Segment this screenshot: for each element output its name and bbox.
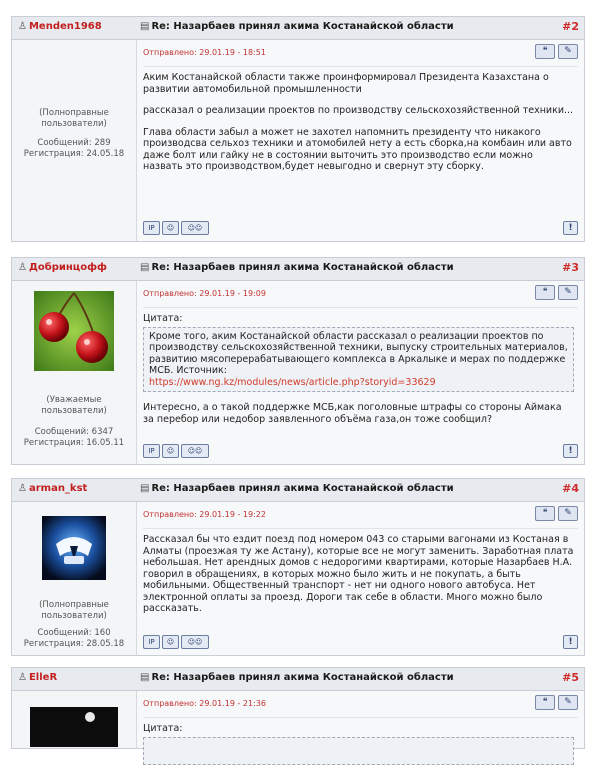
user-status-icon: ♙	[18, 262, 27, 273]
profile-icon[interactable]: ☺	[162, 635, 179, 649]
quote-reply-icon[interactable]: ❝	[535, 285, 555, 300]
post-body: Аким Костанайской области также проинформировал Президента Казахстана о развитии автомобильной промышленности рассказал о реализации проектов по производству сельскохозяйственной техники... Глава области забыл а может не захотел напомнить президенту что никакого производсва сельхоз техники и атомобилей нету а есть сборка,на комбаин или авто даже болт или гайку не в состоянии выточить это производство если можно назвать это производством,будет невыгодно и свернут эту сборку.	[143, 72, 574, 172]
cherries-avatar-image	[34, 291, 114, 371]
post-date: Отправлено: 29.01.19 - 19:09	[143, 289, 266, 298]
post-document-icon: ▤	[140, 483, 150, 494]
dark-avatar-image	[30, 707, 118, 747]
post-number-link[interactable]: #3	[562, 261, 579, 274]
quote-reply-icon[interactable]: ❝	[535, 695, 555, 710]
quote-label: Цитата:	[143, 723, 183, 734]
post-title: ▤ Re: Назарбаев принял акима Костанайской области	[140, 262, 454, 273]
user-actions	[143, 221, 211, 235]
post-date: Отправлено: 29.01.19 - 18:51	[143, 48, 266, 57]
profile-icon[interactable]: ☺	[162, 444, 179, 458]
user-status-icon: ♙	[18, 672, 27, 683]
user-rank: (Полноправные пользователи)	[39, 108, 109, 129]
report-icon[interactable]: !	[563, 221, 578, 235]
divider	[143, 66, 578, 67]
edit-reply-icon[interactable]: ✎	[558, 695, 578, 710]
quote-label: Цитата:	[143, 313, 183, 324]
post-body: Рассказал бы что ездит поезд под номером 043 со старыми вагонами из Костаная в Алматы (проезжая ту же Астану), которые все не могут заменить. Заработная плата небольшая. Нет арендных домов с недорогими квартирами, которые Назарбаев Н.А. говорил в обращениях, в которых можно было жить и не покупать, а быть мобильными. Общественный транспорт - нет ни одного нового автобуса. Нет электронной оплаты за проезд. Дороги так себе в области. Много можно было рассказать.	[143, 534, 574, 614]
user-stats: Сообщений: 6347 Регистрация: 16.05.11	[23, 427, 125, 448]
post-header	[12, 17, 584, 40]
user-stats: Сообщений: 160 Регистрация: 28.05.18	[23, 628, 125, 649]
profile-icon[interactable]: ☺	[162, 221, 179, 235]
post-document-icon: ▤	[140, 672, 150, 683]
post-title: ▤ Re: Назарбаев принял акима Костанайской области	[140, 672, 454, 683]
post-title: ▤ Re: Назарбаев принял акима Костанайской области	[140, 483, 454, 494]
edit-reply-icon[interactable]: ✎	[558, 44, 578, 59]
post-content	[137, 281, 584, 464]
post-body: Цитата: Кроме того, аким Костанайской области рассказал о реализации проектов по производству сельскохозяйственной техники, выпуску строительных материалов, развитию мясоперерабатывающего комплекса в Аркалыке и мерах по поддержке МСБ. Источник: https://www.ng.kz/modules/news/article.php?storyid=33629 Интересно, а о такой поддержке МСБ,как поголовные штрафы со стороны Аймака за перебор или недобор заявленного объёма газа,он тоже сообщил?	[143, 313, 574, 435]
quote-block	[143, 737, 574, 765]
user-actions	[143, 635, 211, 649]
username-link[interactable]: ♙ Добринцофф	[18, 262, 107, 273]
quote-reply-icon[interactable]: ❝	[535, 44, 555, 59]
post-tools	[532, 695, 578, 710]
avatar	[34, 291, 114, 371]
edit-reply-icon[interactable]: ✎	[558, 285, 578, 300]
buddy-icon[interactable]: ☺☺	[181, 444, 209, 458]
post-content	[137, 502, 584, 655]
divider	[143, 307, 578, 308]
avatar	[30, 707, 118, 747]
ip-icon[interactable]: IP	[143, 635, 160, 649]
user-rank: (Уважаемые пользователи)	[41, 395, 107, 416]
report-icon[interactable]: !	[563, 444, 578, 458]
username-link[interactable]: ♙ arman_kst	[18, 483, 88, 494]
post-content	[137, 691, 584, 748]
username-link[interactable]: ♙ ElleR	[18, 672, 58, 683]
post-date: Отправлено: 29.01.19 - 21:36	[143, 699, 266, 708]
edit-reply-icon[interactable]: ✎	[558, 506, 578, 521]
post-content	[137, 40, 584, 241]
ip-icon[interactable]: IP	[143, 221, 160, 235]
quote-reply-icon[interactable]: ❝	[535, 506, 555, 521]
user-rank: (Полноправные пользователи)	[39, 600, 109, 621]
user-stats: Сообщений: 289 Регистрация: 24.05.18	[23, 138, 125, 159]
post-document-icon: ▤	[140, 262, 150, 273]
post-tools	[532, 285, 578, 300]
user-status-icon: ♙	[18, 21, 27, 32]
post-tools	[532, 506, 578, 521]
post-number-link[interactable]: #2	[562, 20, 579, 33]
quote-block: Кроме того, аким Костанайской области рассказал о реализации проектов по производству сельскохозяйственной техники, выпуску строительных материалов, развитию мясоперерабатывающего комплекса в Аркалыке и мерах по поддержке МСБ. Источник: https://www.ng.kz/modules/news/article.php?storyid=33629	[143, 327, 574, 393]
post-4	[11, 478, 585, 656]
post-date: Отправлено: 29.01.19 - 19:22	[143, 510, 266, 519]
buddy-icon[interactable]: ☺☺	[181, 221, 209, 235]
post-5	[11, 667, 585, 749]
avatar	[42, 516, 106, 580]
author-panel	[12, 40, 137, 241]
author-panel	[12, 281, 137, 464]
post-document-icon: ▤	[140, 21, 150, 32]
report-icon[interactable]: !	[563, 635, 578, 649]
post-header	[12, 668, 584, 691]
post-title: ▤ Re: Назарбаев принял акима Костанайской области	[140, 21, 454, 32]
post-header	[12, 258, 584, 281]
divider	[143, 717, 578, 718]
buddy-icon[interactable]: ☺☺	[181, 635, 209, 649]
username-link[interactable]: ♙ Menden1968	[18, 21, 102, 32]
author-panel	[12, 691, 137, 748]
source-link[interactable]: https://www.ng.kz/modules/news/article.php?storyid=33629	[149, 376, 436, 388]
post-body	[143, 723, 574, 775]
post-3	[11, 257, 585, 465]
user-status-icon: ♙	[18, 483, 27, 494]
post-number-link[interactable]: #4	[562, 482, 579, 495]
post-2	[11, 16, 585, 242]
post-tools	[532, 44, 578, 59]
user-actions	[143, 444, 211, 458]
post-number-link[interactable]: #5	[562, 671, 579, 684]
divider	[143, 528, 578, 529]
post-header	[12, 479, 584, 502]
author-panel	[12, 502, 137, 655]
abstract-avatar-image	[42, 516, 106, 580]
ip-icon[interactable]: IP	[143, 444, 160, 458]
